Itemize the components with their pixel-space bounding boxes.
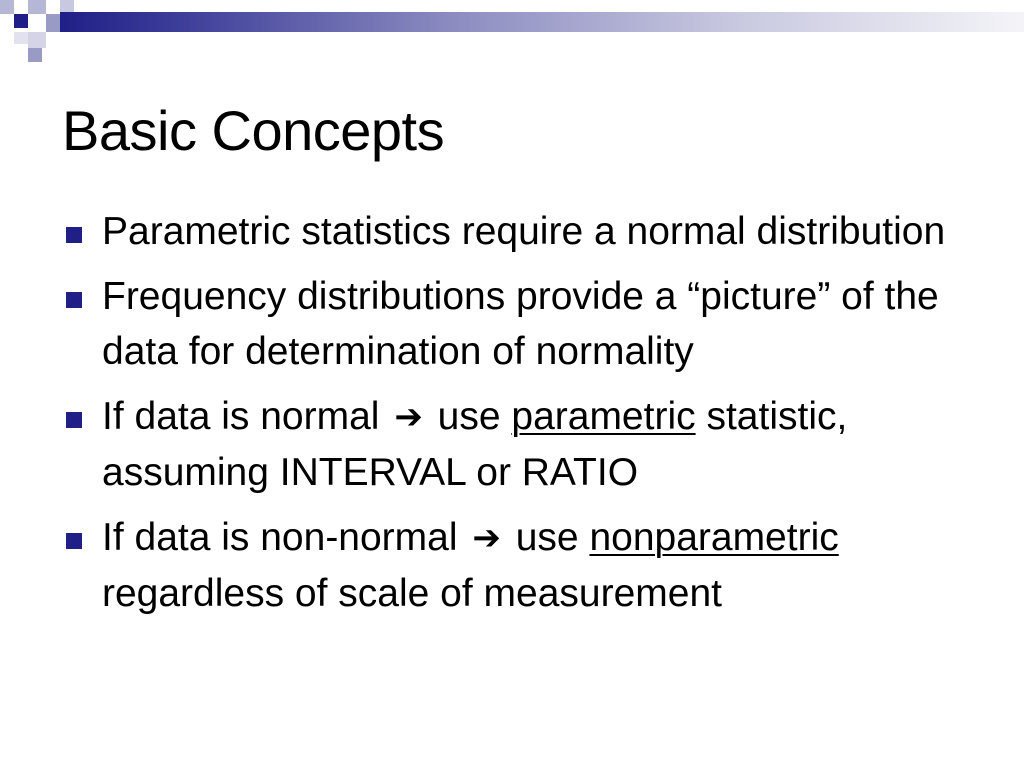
bullet-item — [62, 204, 982, 259]
header-gradient-bar — [60, 12, 1024, 32]
square-bullet-icon — [66, 227, 82, 243]
decor-square — [60, 0, 74, 12]
decor-square — [14, 14, 28, 28]
decor-square — [28, 0, 46, 14]
decor-square — [28, 32, 46, 48]
square-bullet-icon — [66, 292, 82, 308]
bullet-text: Parametric statistics require a normal distribution — [102, 210, 946, 253]
right-arrow-icon: ➔ — [472, 519, 501, 557]
bullet-item — [62, 269, 982, 379]
decor-square — [46, 14, 60, 32]
bullet-list — [62, 204, 982, 631]
bullet-text-tail: regardless of scale of measurement — [102, 572, 722, 615]
right-arrow-icon: ➔ — [394, 398, 423, 436]
bullet-text-tail: statistic, assuming INTERVAL or RATIO — [102, 395, 848, 494]
slide-title: Basic Concepts — [62, 99, 445, 162]
decor-square — [14, 32, 28, 44]
bullet-text-mid: use — [515, 516, 579, 559]
bullet-text-mid: use — [437, 395, 501, 438]
bullet-text-lead: If data is non-normal — [102, 516, 458, 559]
header-decoration — [0, 0, 1024, 62]
square-bullet-icon — [66, 412, 82, 428]
square-bullet-icon — [66, 533, 82, 549]
bullet-text: Frequency distributions provide a “picture” of the data for determination of normality — [102, 275, 939, 373]
bullet-emphasis: parametric — [511, 395, 696, 438]
bullet-emphasis: nonparametric — [589, 516, 839, 559]
decor-square — [28, 48, 42, 62]
decor-square — [0, 0, 14, 14]
bullet-item — [62, 389, 982, 500]
bullet-item — [62, 510, 982, 621]
bullet-text-lead: If data is normal — [102, 395, 380, 438]
